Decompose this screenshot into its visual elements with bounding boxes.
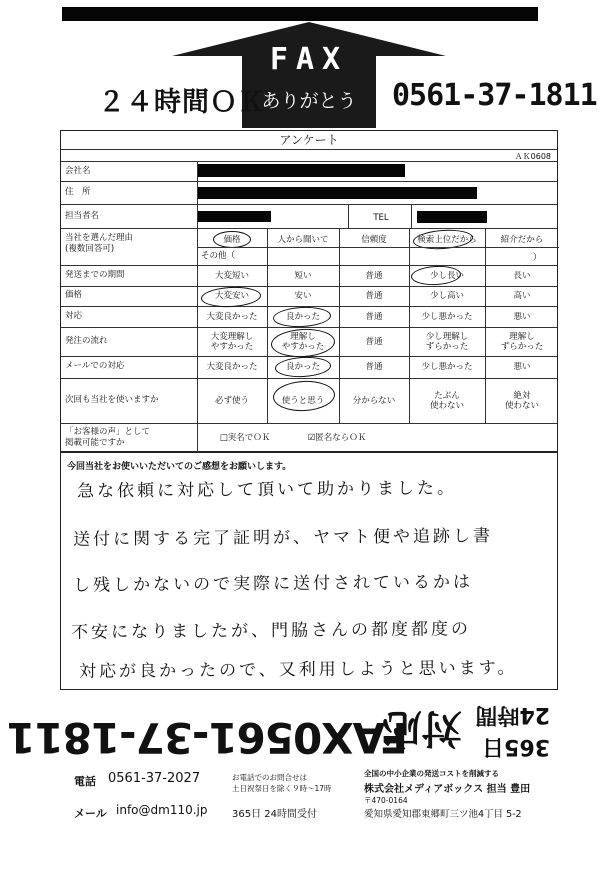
mark-mail-good: [275, 356, 332, 379]
row-3-option-2: 普通: [365, 336, 383, 347]
row-4-option-4: 悪い: [513, 362, 531, 372]
row-2-option-3: 少し悪かった: [421, 311, 473, 322]
header-fax-number: 0561-37-1811: [392, 78, 597, 113]
row-label-3: 発注の流れ: [65, 335, 108, 346]
row-3-option-0: 大変理解し やすかった: [210, 331, 254, 352]
row-label-5: 次回も当社を使いますか: [65, 394, 159, 405]
row-label-4: メールでの対応: [65, 361, 125, 371]
row-5-option-3: たぶん 使わない: [429, 390, 464, 411]
row-4-option-2: 普通: [365, 362, 383, 372]
row-0-option-1: 短い: [294, 270, 312, 281]
row-5-option-4: 絶対 使わない: [504, 390, 539, 411]
reason-option-trust: 信頼度: [361, 235, 387, 245]
survey-code: ＡＫ0608: [514, 152, 551, 161]
footer-mail[interactable]: info@dm110.jp: [116, 803, 208, 817]
reason-other-label: その他（: [201, 251, 236, 261]
header-fax: FAX: [269, 42, 349, 77]
footer-phone-label: 電話: [74, 775, 96, 788]
voice-option-real-name: □実名でＯＫ: [219, 433, 271, 443]
row-1-option-1: 安い: [294, 291, 312, 301]
row-4-option-3: 少し悪かった: [421, 362, 473, 372]
survey-title: アンケート: [279, 133, 339, 147]
voice-option-anonymous: ☑匿名ならＯＫ: [307, 433, 367, 443]
comment-line-3: し残しかないので実際に送付されているかは: [72, 572, 474, 596]
header-24h: ２４時間ＯＫ: [98, 87, 266, 118]
row-3-option-3: 少し理解し ずらかった: [425, 331, 469, 352]
row-label-1: 価格: [65, 290, 83, 300]
row-5-option-1: 使うと思う: [281, 395, 325, 406]
footer-tagline: 全国の中小企業の発送コストを削減する: [364, 769, 499, 778]
reason-other-close: ）: [533, 253, 542, 263]
footer-address: 愛知県愛知郡東郷町三ツ池4丁目 5-2: [364, 809, 522, 820]
band-365-days: 365日: [482, 734, 550, 759]
reason-label: 当社を選んだ理由 (複数回答可): [65, 233, 134, 254]
mark-support-good: [273, 305, 332, 328]
footer-company: 株式会社メディアボックス 担当 豊田: [364, 784, 531, 795]
address-label: 住 所: [65, 187, 91, 197]
row-5-option-0: 必ず使う: [214, 395, 249, 406]
band-support: 対応: [382, 705, 462, 751]
row-2-option-4: 悪い: [513, 311, 531, 322]
reason-option-price: 価格: [223, 235, 241, 245]
comments-heading: 今回当社をお使いいただいてのご感想をお願いします。: [67, 462, 292, 472]
reason-option-introduction: 紹介だから: [500, 235, 544, 245]
mark-next-will-use: [272, 379, 335, 412]
row-0-option-3: 少し長い: [429, 270, 464, 281]
row-4-option-0: 大変良かった: [206, 362, 258, 372]
row-1-option-2: 普通: [365, 291, 383, 301]
header-thanks: ありがとう: [261, 90, 357, 112]
footer-phone: 0561-37-2027: [108, 771, 201, 786]
row-5-option-2: 分からない: [352, 395, 396, 406]
reason-option-search-rank: 検索上位だから: [417, 235, 477, 245]
row-3-option-1: 理解し やすかった: [281, 331, 325, 352]
comment-line-4: 不安になりましたが、門脇さんの都度都度の: [70, 619, 472, 643]
row-1-option-4: 高い: [513, 291, 531, 301]
row-3-option-4: 理解し ずらかった: [500, 331, 544, 352]
row-0-option-0: 大変短い: [214, 270, 249, 281]
survey-table: [60, 130, 558, 452]
redacted-contact: [197, 211, 271, 222]
row-2-option-1: 良かった: [285, 311, 320, 322]
row-2-option-2: 普通: [365, 311, 383, 322]
row-1-option-3: 少し高い: [429, 291, 464, 301]
footer-mail-label: メール: [74, 807, 107, 820]
redacted-address: [197, 187, 477, 199]
row-2-option-0: 大変良かった: [206, 311, 258, 322]
comment-line-2: 送付に関する完了証明が、ヤマト便や追跡し書: [72, 526, 494, 550]
comments-box: [60, 452, 558, 690]
band-fax-number: FAX0561-37-1811: [7, 713, 408, 762]
footer-phone-note-2: 土日祝祭日を除く９時〜17時: [232, 784, 332, 793]
row-0-option-4: 長い: [513, 270, 531, 281]
upside-down-fax-band: [7, 692, 558, 770]
band-24-hours: 24時間: [475, 702, 550, 727]
mark-period-normal: [411, 265, 462, 287]
footer-mail-note: 365日 24時間受付: [232, 809, 317, 820]
comment-line-5: 対応が良かったので、又利用しようと思います。: [78, 658, 518, 682]
row-label-0: 発送までの期間: [65, 269, 125, 280]
comment-line-1: 急な依頼に対応して頂いて助かりました。: [76, 478, 458, 502]
footer-zip: 〒470-0164: [364, 796, 408, 805]
footer-phone-note-1: お電話でのお問合せは: [232, 773, 307, 782]
row-1-option-0: 大変安い: [214, 291, 249, 301]
row-label-2: 対応: [65, 310, 83, 321]
redaction-bar-top: [62, 7, 538, 21]
mark-reason-price: [213, 231, 251, 248]
row-0-option-2: 普通: [365, 270, 383, 281]
redacted-tel: [417, 211, 487, 223]
voice-label: 「お客様の声」として 掲載可能ですか: [65, 427, 151, 448]
redacted-company: [197, 164, 405, 177]
reason-option-referral-heard: 人から聞いて: [277, 235, 329, 245]
row-4-option-1: 良かった: [285, 362, 320, 372]
contact-label: 担当者名: [65, 211, 100, 221]
company-label: 会社名: [65, 166, 91, 176]
tel-label: TEL: [373, 213, 389, 223]
